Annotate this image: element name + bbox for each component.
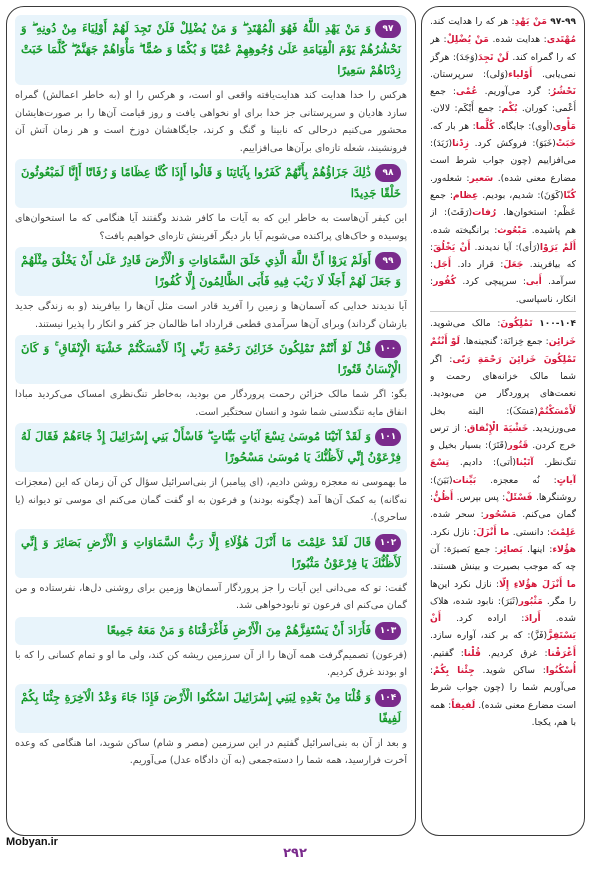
glossary-definition: : جمع بَصیرَة: آن چه که موجب بصیرت و بینش هستند. <box>430 543 576 573</box>
glossary-definition: : از ترس خرج کردن. <box>430 422 576 452</box>
glossary-term: قُلْنا <box>463 647 481 659</box>
glossary-term: أَرادَ <box>524 613 541 625</box>
glossary-term: أَظُنُّ <box>433 492 454 504</box>
glossary-term: أَوْلیاء <box>508 68 533 80</box>
verse-text: قُلْ لَوْ أَنْتُمْ تَمْلِكُونَ خَزَائِنَ رَحْمَةِ رَبِّي إِذًا لَأَمْسَكْتُمْ خَشْيَةَ الْإِنْفَاقِ ۚ وَ كَانَ الْإِنْسَانُ قَتُورًا <box>21 341 401 376</box>
glossary-definition: : پس بپرس. <box>456 492 506 504</box>
verse-block <box>15 247 407 296</box>
glossary-term: تِسْعَ آیاتٍ <box>430 457 576 486</box>
page-number: ۲۹۲ <box>283 846 307 861</box>
glossary-term: لَوْ أَنْتُمْ تَمْلِکُونَ خَزائِنَ رَحْمَةِ رَبّی <box>430 336 576 365</box>
glossary-definition: : هدایت شده. <box>492 34 547 46</box>
verse-block <box>15 335 407 384</box>
glossary-definition: (رَفَتَ): از هم پاشیده. <box>430 207 576 236</box>
verse-number-badge: ۹۸ <box>375 164 401 182</box>
glossary-term: عُمْی <box>455 86 478 98</box>
glossary-definition: : جمع خِزانَة: گنجینه‌ها. <box>462 336 549 348</box>
glossary-definition: : هر که را گمراه کند. <box>430 34 576 63</box>
glossary-definition: : ساکن شوید. <box>482 664 546 676</box>
verse-translation: ما بهموسی نه معجزه روشن دادیم، (ای پیامبر) از بنی‌اسرائیل سؤال کن آن زمان که این (معجزات نه‌گانه) به کمک آن‌ها آمد (چگونه بودند) و فرعون به او گفت گمان می‌کنم ای موسی تو دیوانه (یا ساحری). <box>15 477 407 523</box>
verse-number-badge: ۹۹ <box>375 252 401 270</box>
glossary-definition: : اراده کرد. <box>456 613 525 625</box>
glossary-term: عَلِمْتَ <box>550 526 576 538</box>
glossary-definition: : گرد می‌آوریم. <box>484 86 551 98</box>
glossary-definition: (قَتَرَ): بسیار بخیل و تنگ‌نظر. <box>430 440 576 469</box>
glossary-definition: : شعله‌ور. <box>430 172 470 184</box>
glossary-term: کُنّا <box>563 189 576 201</box>
glossary-term: کُفُور <box>433 276 457 288</box>
glossary-definition: : دانستی. <box>512 526 551 538</box>
glossary-term: أَنْ یَسْتَفِزَّ <box>430 613 576 642</box>
glossary-term: أَجَل <box>433 259 452 271</box>
verse-text: وَ مَنْ يَهْدِ اللَّهُ فَهُوَ الْمُهْتَدِ ۖ وَ مَنْ يُضْلِلْ فَلَنْ تَجِدَ لَهُمْ أَوْلِيَاءَ مِنْ دُونِهِ ۖ وَ نَحْشُرُهُمْ يَوْمَ الْقِيَامَةِ عَلَىٰ وُجُوهِهِمْ عُمْيًا وَ بُكْمًا وَ صُمًّا ۖ مَأْوَاهُمْ جَهَنَّمُ ۖ كُلَّمَا خَبَتْ زِدْنَاهُمْ سَعِيرًا <box>21 21 401 77</box>
glossary-definition: (فَزَّ): که بر کند، آواره سازد. <box>430 630 548 642</box>
glossary-definition: : جمع عَظْم: استخوان‌ها. <box>430 189 576 219</box>
glossary-definition: (کَوَنَ): شدیم، بودیم. <box>482 189 564 201</box>
verse-block <box>15 423 407 472</box>
verses-list <box>15 13 407 829</box>
verse-text: وَ قُلْنَا مِنْ بَعْدِهِ لِبَنِي إِسْرَائِيلَ اسْكُنُوا الْأَرْضَ فَإِذَا جَاءَ وَعْدُ الْآخِرَةِ جِئْنَا بِكُمْ لَفِيفًا <box>21 689 401 725</box>
verse-block <box>15 159 407 208</box>
glossary-definition: : نُه معجزه. <box>490 474 557 486</box>
glossary-definition: (أتی): دادیم. <box>459 457 517 469</box>
glossary-list <box>430 13 576 829</box>
verse-translation: بگو: اگر شما مالک خزائن رحمت پروردگار من بودید، به‌خاطر تنگ‌نظری امساک می‌کردید مبادا انفاق مایه تنگدستی شما شود و انسان سختگیر است. <box>15 389 407 418</box>
glossary-term: مَثْبُور <box>518 595 543 607</box>
glossary-term: أُسْکُنُوا <box>545 664 576 676</box>
glossary-definition: : سرآمد. <box>430 259 576 288</box>
glossary-definition: : هر بار که. <box>430 120 476 132</box>
glossary-definition: : گفتیم. <box>430 647 464 659</box>
glossary-term: أَغْرَقْنا <box>547 647 576 659</box>
glossary-term: خَزائِن <box>548 336 576 348</box>
glossary-term: أَنْ یَخْلُقَ <box>433 241 471 253</box>
glossary-term: أَلَمْ یَرَوْا <box>539 241 576 253</box>
glossary-term: هؤُلاء <box>552 543 576 555</box>
glossary-term: مَنْ یُضْلِلْ <box>446 34 489 46</box>
glossary-term: مَأْوی <box>552 120 576 132</box>
verse-text: فَأَرَادَ أَنْ يَسْتَفِزَّهُمْ مِنَ الْأَرْضِ فَأَغْرَقْنَاهُ وَ مَنْ مَعَهُ جَمِيعًا <box>106 622 371 637</box>
verse-translation: گفت: تو که می‌دانی این آیات را جز پروردگار آسمان‌ها وزمین برای روشنی دل‌ها، نفرستاده و من گمان می‌کنم ای فرعون تو نابودخواهی شد. <box>15 582 407 611</box>
glossary-definition: (رَأی): آیا ندیدند. <box>474 241 540 253</box>
verse-text: ذَٰلِكَ جَزَاؤُهُمْ بِأَنَّهُمْ كَفَرُوا بِآيَاتِنَا وَ قَالُوا أَإِذَا كُنَّا عِظَامًا وَ رُفَاتًا أَإِنَّا لَمَبْعُوثُونَ خَلْقًا جَدِيدًا <box>21 165 401 200</box>
verse-block <box>15 529 407 578</box>
glossary-term: بَصائِر <box>497 543 523 555</box>
verse-text: أَوَلَمْ يَرَوْا أَنَّ اللَّهَ الَّذِي خَلَقَ السَّمَاوَاتِ وَ الْأَرْضَ قَادِرٌ عَلَىٰ أَنْ يَخْلُقَ مِثْلَهُمْ وَ جَعَلَ لَهُمْ أَجَلًا لَا رَيْبَ فِيهِ فَأَبَى الظَّالِمُونَ إِلَّا كُفُورًا <box>21 253 401 288</box>
glossary-verse-range: ۱۰۰-۱۰۴ <box>539 319 576 330</box>
verse-block <box>15 15 407 85</box>
glossary-term: جَعَلَ <box>503 259 524 271</box>
glossary-definition: (مَسَکَ): البته بخل می‌ورزیدید. <box>430 405 576 434</box>
glossary-term: سَعیر <box>469 172 494 184</box>
glossary-term: جِئْنا بِکُمْ <box>433 664 475 676</box>
verse-number-badge: ۱۰۰ <box>375 340 401 358</box>
glossary-definition: (أوی): جایگاه. <box>498 120 553 132</box>
glossary-term: خَشْیَةَ الْإِنْفاق <box>467 422 529 434</box>
glossary-term: خَبَتْ <box>555 138 576 150</box>
glossary-verse-range: ۹۷-۹۹ <box>550 17 576 27</box>
verse-text: وَ لَقَدْ آتَيْنَا مُوسَىٰ تِسْعَ آيَاتٍ بَيِّنَاتٍ ۖ فَاسْأَلْ بَنِي إِسْرَائِيلَ إِذْ جَاءَهُمْ فَقَالَ لَهُ فِرْعَوْنُ إِنِّي لَأَظُنُّكَ يَا مُوسَىٰ مَسْحُورًا <box>21 429 401 464</box>
glossary-term: أَبی <box>525 276 542 288</box>
verse-text: قَالَ لَقَدْ عَلِمْتَ مَا أَنْزَلَ هَٰؤُلَاءِ إِلَّا رَبُّ السَّمَاوَاتِ وَ الْأَرْضِ بَصَائِرَ وَ إِنِّي لَأَظُنُّكَ يَا فِرْعَوْنُ مَثْبُورًا <box>21 534 401 570</box>
verses-panel <box>6 6 416 836</box>
glossary-panel <box>421 6 585 836</box>
glossary-term: قَتُور <box>507 440 529 452</box>
glossary-term: لَفیفاً <box>451 699 476 711</box>
verse-number-badge: ۱۰۴ <box>375 689 401 707</box>
glossary-term: لَأَمْسَکْتُمْ <box>537 405 576 417</box>
verse-translation: هرکس را خدا هدایت کند هدایت‌یافته واقعی او است، و هرکس را او (به خاطر اعمالش) گمراه سازد هادیان و سرپرستانی جز خدا برای او نخواهی یافت و روز قیامت آن‌ها را بر صورت‌هایشان محشور می‌کنیم درحالی که نابینا و گنگ و کرند، جایگاهشان دوزخ است و هر زمان آتش آن فرونشیند، شعله تازه‌ای برآن‌ها می‌افزاییم. <box>15 90 407 154</box>
glossary-definition: : سحر شده. <box>430 509 484 521</box>
verse-number-badge: ۱۰۳ <box>375 622 401 640</box>
glossary-definition: : جمع أَعْمی: کوران. <box>430 86 576 115</box>
glossary-definition: (خَبَوَ): فروکش کرد. <box>474 138 556 150</box>
glossary-definition: : سرپیچی کرد. <box>462 276 526 288</box>
glossary-term: ما أَنْزَلَ هؤُلاءِ إِلّا <box>499 578 576 590</box>
verse-number-badge: ۱۰۱ <box>375 428 401 446</box>
glossary-definition: : هر که را هدایت کند. <box>430 16 515 27</box>
glossary-section <box>430 315 576 731</box>
site-label: Mobyan.ir <box>6 836 58 848</box>
glossary-definition: : جمع أَبْکَم: لالان. <box>430 103 502 115</box>
glossary-term: لَنْ تَجِدَ <box>478 51 509 63</box>
glossary-term: مَنْ یَهْدِ <box>514 16 547 27</box>
glossary-definition: : برانگیخته شده. <box>430 224 498 236</box>
verse-translation: (فرعون) تصمیم‌گرفت همه آن‌ها را از آن سرزمین ریشه کن کند، ولی ما او و تمام کسانی را که با او بودند غرق کردیم. <box>15 649 407 678</box>
verse-number-badge: ۹۷ <box>375 20 401 38</box>
glossary-definition: (زَیَدَ): می‌افزاییم (چون جواب شرط است مضارع معنی شده). <box>430 138 576 184</box>
glossary-definition: : مالک می‌شوید. <box>430 318 501 330</box>
glossary-definition: : نازل نکرد این‌ها را مگر. <box>430 578 576 607</box>
glossary-term: نَحْشُرُ <box>550 86 576 98</box>
glossary-definition: (وَجَدَ): هرگز نمی‌یابی. <box>430 51 576 80</box>
glossary-definition: : اگر شما مالک خزانه‌های رحمت و نعمت‌های پروردگار من می‌بودید. <box>430 353 576 400</box>
glossary-term: تَمْلِکُونَ <box>500 318 533 330</box>
glossary-definition: : انکار، ناسپاسی. <box>430 276 576 305</box>
verse-translation: و بعد از آن به بنی‌اسرائیل گفتیم در این سرزمین (مصر و شام) ساکن شوید، اما هنگامی که وعده آخرت فرارسید، همه شما را دسته‌جمعی (به آن دادگاه عدل) می‌آوریم. <box>15 737 407 766</box>
glossary-definition: (وَلی): سرپرستان. <box>430 68 509 80</box>
glossary-definition: : غرق کردیم. <box>488 647 548 659</box>
glossary-term: کُلَّما <box>475 120 495 132</box>
glossary-term: زِدْنا <box>452 138 469 150</box>
glossary-term: مَسْحُور <box>483 509 517 521</box>
verse-number-badge: ۱۰۲ <box>375 534 401 552</box>
glossary-definition: : می‌آوریم شما را (چون جواب شرط است مضارع معنی شده). <box>430 664 576 711</box>
glossary-definition: : اینها. <box>527 543 553 555</box>
verse-translation: این کیفر آن‌هاست به خاطر این که به آیات ما کافر شدند وگفتند آیا هنگامی که ما استخوان‌های پوسیده و خاک‌های پراکنده می‌شویم آیا بار دیگر آفرینش تازه‌ای خواهیم یافت؟ <box>15 213 407 242</box>
glossary-definition: : که بیافریند. <box>430 241 576 271</box>
glossary-term: آتَیْنا <box>516 457 534 469</box>
glossary-definition: : گمان می‌کنم. <box>430 492 576 521</box>
verse-block <box>15 684 407 733</box>
glossary-term: فَسْئَلْ <box>505 492 533 504</box>
glossary-definition: (بَیَنَ): روشنگرها. <box>430 474 576 504</box>
glossary-definition: : قرار داد. <box>457 259 504 271</box>
glossary-term: مَبْعُوث <box>497 224 527 236</box>
verse-translation: آیا ندیدند خدایی که آسمان‌ها و زمین را آفرید قادر است مثل آن‌ها را بیافریند (و به زندگی جدید بازشان گرداند) وبرای آن‌ها سرآمدی قطعی قرارداد اما ظالمان جز کفر و انکار را پذیرا نیستند. <box>15 301 407 330</box>
glossary-section <box>430 13 576 308</box>
glossary-term: بُکْم <box>501 103 518 115</box>
glossary-term: بَیِّنات <box>452 474 477 486</box>
glossary-definition: : نازل نکرد. <box>430 526 477 538</box>
verse-block <box>15 617 407 645</box>
glossary-definition: (ثَبَرَ): نابود شده، هلاک شده. <box>430 595 576 625</box>
glossary-term: عِظام <box>452 189 479 201</box>
glossary-term: رُفات <box>472 207 497 219</box>
glossary-term: مُهْتَدی <box>546 34 576 46</box>
glossary-term: ما أَنْزَلَ <box>476 526 510 538</box>
glossary-definition: : همه با هم، یکجا. <box>430 699 576 728</box>
glossary-divider <box>430 311 576 312</box>
